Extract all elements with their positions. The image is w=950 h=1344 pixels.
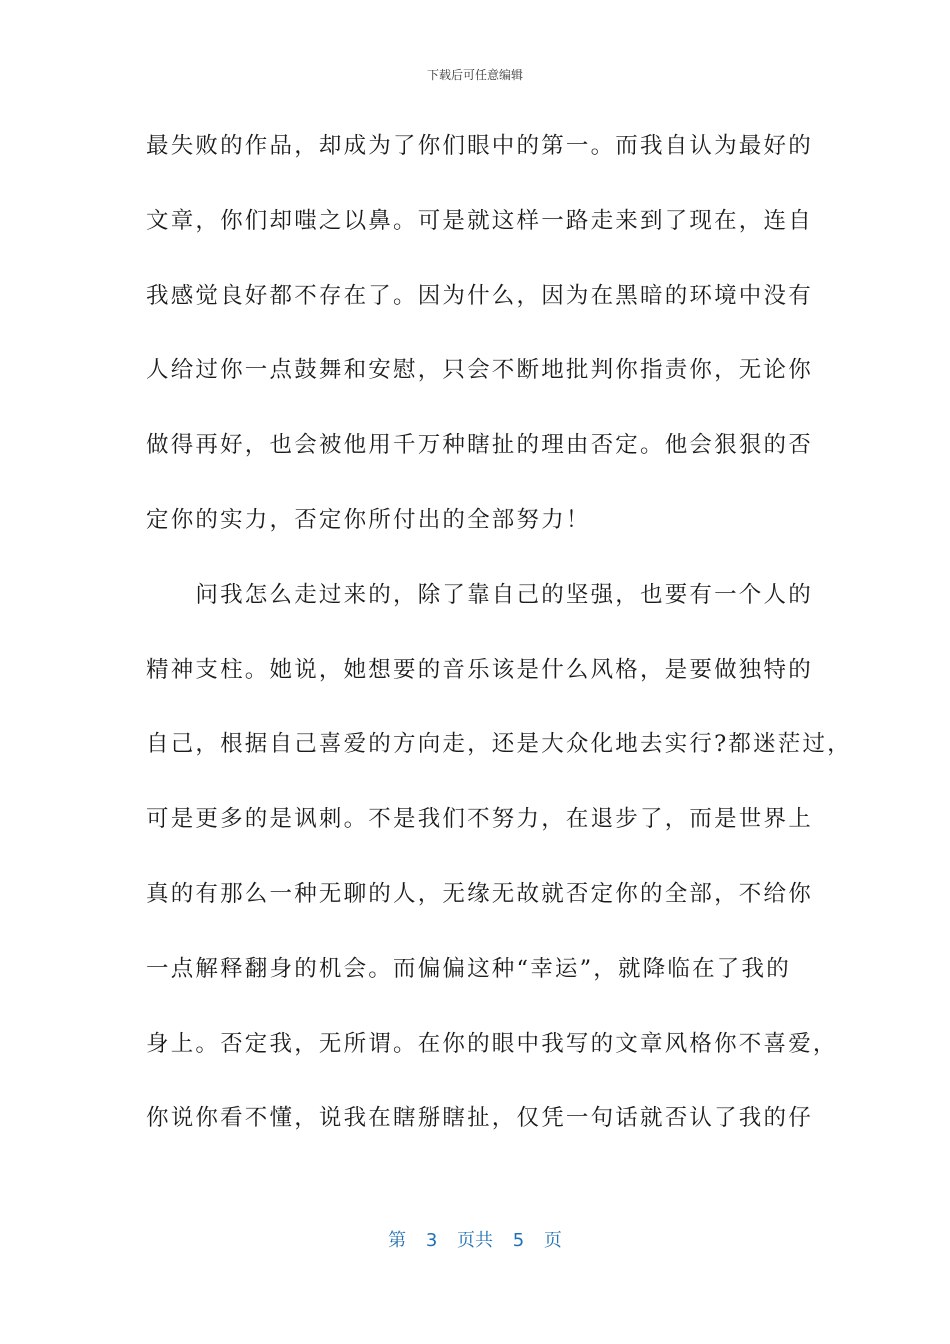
text-line: 人给过你一点鼓舞和安慰，只会不断地批判你指责你，无论你 (146, 357, 813, 384)
page-number-footer: 第 3 页共 5 页 (388, 1230, 562, 1251)
text-line: 定你的实力，否定你所付出的全部努力！ (146, 506, 591, 533)
text-line: 真的有那么一种无聊的人，无缘无故就否定你的全部，不给你 (146, 880, 813, 907)
text-line: 做得再好，也会被他用千万种瞎扯的理由否定。他会狠狠的否 (146, 432, 813, 459)
page-header: 下载后可任意编辑 (426, 68, 523, 82)
text-line: 你说你看不懂，说我在瞎掰瞎扯，仅凭一句话就否认了我的仔 (146, 1105, 813, 1132)
text-line: 一点解释翻身的机会。而偏偏这种“幸运”，就降临在了我的 (146, 955, 791, 982)
document-body (146, 126, 852, 1173)
text-line: 文章，你们却嗤之以鼻。可是就这样一路走来到了现在，连自 (146, 207, 813, 234)
text-line: 身上。否定我，无所谓。在你的眼中我写的文章风格你不喜爱， (146, 1030, 838, 1057)
text-line: 问我怎么走过来的，除了靠自己的坚强，也要有一个人的 (146, 581, 813, 608)
text-line: 我感觉良好都不存在了。因为什么，因为在黑暗的环境中没有 (146, 282, 813, 309)
text-line: 可是更多的是讽刺。不是我们不努力，在退步了，而是世界上 (146, 806, 813, 833)
text-line: 自己，根据自己喜爱的方向走，还是大众化地去实行?都迷茫过， (146, 731, 852, 758)
text-line: 最失败的作品，却成为了你们眼中的第一。而我自认为最好的 (146, 133, 813, 159)
text-line: 精神支柱。她说，她想要的音乐该是什么风格，是要做独特的 (146, 656, 813, 683)
